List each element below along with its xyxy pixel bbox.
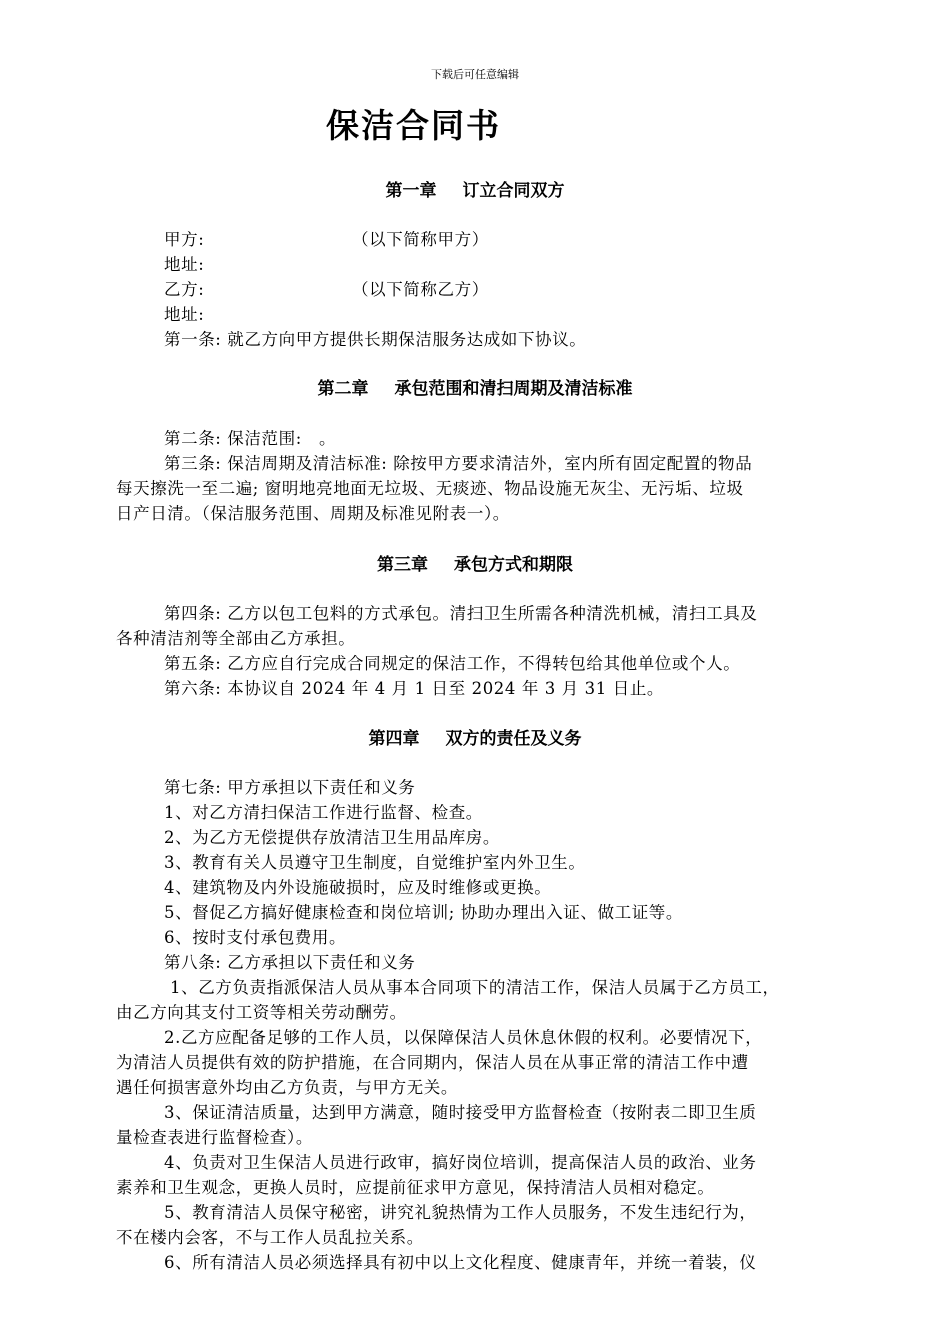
- article-8-item-4-line-2: 素养和卫生观念，更换人员时，应提前征求甲方意见，保持清洁人员相对稳定。: [116, 1178, 715, 1197]
- party-a-label: 甲方:: [164, 230, 205, 249]
- party-b-label: 乙方:: [164, 280, 205, 299]
- party-b-note: （以下简称乙方）: [352, 280, 489, 299]
- article-6: 第六条: 本协议自 2024 年 4 月 1 日至 2024 年 3 月 31 日止。: [164, 679, 665, 698]
- article-8-item-6-line-1: 6、所有清洁人员必须选择具有初中以上文化程度、健康青年，并统一着装，仪: [164, 1253, 757, 1272]
- chapter-2-heading: [0, 374, 950, 399]
- article-8: 第八条: 乙方承担以下责任和义务: [164, 953, 416, 972]
- header-note: 下载后可任意编辑: [431, 68, 519, 81]
- article-1: 第一条: 就乙方向甲方提供长期保洁服务达成如下协议。: [164, 330, 587, 349]
- chapter-2-name: 承包范围和清扫周期及清洁标准: [394, 379, 633, 399]
- chapter-4-name: 双方的责任及义务: [445, 729, 582, 749]
- article-3-line-3: 日产日清。（保洁服务范围、周期及标准见附表一）。: [116, 504, 510, 523]
- article-8-item-2-line-1: 2.乙方应配备足够的工作人员，以保障保洁人员休息休假的权利。必要情况下，: [164, 1028, 763, 1047]
- article-5: 第五条: 乙方应自行完成合同规定的保洁工作，不得转包给其他单位或个人。: [164, 654, 741, 673]
- article-4-line-2: 各种清洁剂等全部由乙方承担。: [116, 629, 356, 648]
- article-7-item-2: 2、为乙方无偿提供存放清洁卫生用品库房。: [164, 828, 500, 847]
- article-7-item-3: 3、教育有关人员遵守卫生制度，自觉维护室内外卫生。: [164, 853, 586, 872]
- article-8-item-3-line-2: 量检查表进行监督检查）。: [116, 1128, 313, 1147]
- article-7-item-5: 5、督促乙方搞好健康检查和岗位培训; 协助办理出入证、做工证等。: [164, 903, 684, 922]
- chapter-3-heading: [0, 550, 950, 575]
- article-8-item-4-line-1: 4、负责对卫生保洁人员进行政审，搞好岗位培训，提高保洁人员的政治、业务: [164, 1153, 757, 1172]
- chapter-4-number: 第四章: [368, 729, 420, 749]
- article-4-line-1: 第四条: 乙方以包工包料的方式承包。清扫卫生所需各种清洗机械，清扫工具及: [164, 604, 758, 623]
- article-2: 第二条: 保洁范围: 。: [164, 429, 337, 448]
- article-8-item-1-line-1: 1、乙方负责指派保洁人员从事本合同项下的清洁工作，保洁人员属于乙方员工，: [170, 978, 780, 997]
- chapter-1-heading: [0, 176, 950, 201]
- article-8-item-2-line-3: 遇任何损害意外均由乙方负责，与甲方无关。: [116, 1078, 458, 1097]
- article-8-item-5-line-1: 5、教育清洁人员保守秘密，讲究礼貌热情为工作人员服务，不发生违纪行为，: [164, 1203, 757, 1222]
- chapter-3-number: 第三章: [377, 555, 428, 575]
- chapter-1-name: 订立合同双方: [462, 181, 565, 201]
- article-8-item-2-line-2: 为清洁人员提供有效的防护措施，在合同期内，保洁人员在从事正常的清洁工作中遭: [116, 1053, 749, 1072]
- article-8-item-3-line-1: 3、保证清洁质量，达到甲方满意，随时接受甲方监督检查（按附表二即卫生质: [164, 1103, 757, 1122]
- party-a-note: （以下简称甲方）: [352, 230, 489, 249]
- article-7: 第七条: 甲方承担以下责任和义务: [164, 778, 416, 797]
- chapter-2-number: 第二章: [317, 379, 369, 399]
- chapter-4-heading: [0, 724, 950, 749]
- article-7-item-6: 6、按时支付承包费用。: [164, 928, 347, 947]
- document-title: 保洁合同书: [326, 106, 501, 145]
- article-3-line-2: 每天擦洗一至二遍; 窗明地亮地面无垃圾、无痰迹、物品设施无灰尘、无污垢、垃圾: [116, 479, 744, 498]
- article-7-item-4: 4、建筑物及内外设施破损时，应及时维修或更换。: [164, 878, 552, 897]
- article-7-item-1: 1、对乙方清扫保洁工作进行监督、检查。: [164, 803, 483, 822]
- article-8-item-5-line-2: 不在楼内会客，不与工作人员乱拉关系。: [116, 1228, 424, 1247]
- party-b-address-label: 地址:: [164, 305, 205, 324]
- article-8-item-1-line-2: 由乙方向其支付工资等相关劳动酬劳。: [116, 1003, 407, 1022]
- chapter-3-name: 承包方式和期限: [454, 555, 573, 575]
- party-a-address-label: 地址:: [164, 255, 205, 274]
- article-3-line-1: 第三条: 保洁周期及清洁标准: 除按甲方要求清洁外，室内所有固定配置的物品: [164, 454, 753, 473]
- chapter-1-number: 第一章: [385, 181, 437, 201]
